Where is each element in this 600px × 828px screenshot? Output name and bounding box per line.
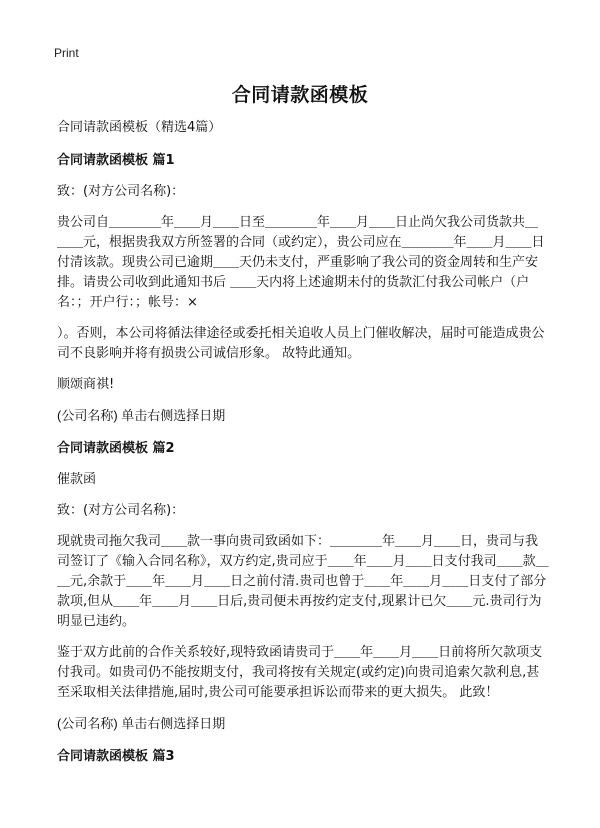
- section-1-body-1: 贵公司自＿＿＿＿年＿＿月＿＿日至＿＿＿＿年＿＿月＿＿日止尚欠我公司货款共＿＿＿元，根据贵我双方所签署的合同（或约定），贵公司应在＿＿＿＿年＿＿月＿＿日付清该款。现贵公司已逾期＿＿天仍未支付，严重影响了我公司的资金周转和生产安排。请贵公司收到此通知书后 ＿＿天内将上述逾期未付的货款汇付我公司帐户（户名：；开户行：；帐号：×: [57, 215, 545, 310]
- section-2-greeting: 致：(对方公司名称)：: [57, 503, 185, 518]
- section-2-signature: (公司名称) 单击右侧选择日期: [57, 716, 226, 731]
- section-1-closing: 顺颂商祺!: [57, 377, 115, 392]
- section-2-heading: 合同请款函模板 篇2: [57, 441, 175, 456]
- intro-line: 合同请款函模板（精选4篇）: [57, 120, 222, 135]
- section-2-subtitle: 催款函: [57, 472, 97, 487]
- print-link[interactable]: Print: [54, 46, 79, 60]
- section-3-heading: 合同请款函模板 篇3: [57, 749, 175, 764]
- page-title: 合同请款函模板: [231, 84, 369, 106]
- section-2-body-2: 鉴于双方此前的合作关系较好,现特致函请贵司于＿＿年＿＿月＿＿日前将所欠款项支付我司。如贵司仍不能按期支付，我司将按有关规定(或约定)向贵司追索欠款利息,甚至采取相关法律措施,届时,贵公司可能要承担诉讼而带来的更大损失。 此致！: [57, 645, 543, 700]
- section-1-body-2: ）。否则，本公司将循法律途径或委托相关追收人员上门催收解决，届时可能造成贵公司不良影响并将有损贵公司诚信形象。 故特此通知。: [57, 326, 545, 361]
- section-2-body-1: 现就贵司拖欠我司＿＿款一事向贵司致函如下：＿＿＿＿年＿＿月＿＿日，贵司与我司签订了《输入合同名称》，双方约定,贵司应于＿＿年＿＿月＿＿日支付我司＿＿款＿＿元,余款于＿＿年＿＿月＿＿日之前付清.贵司也曾于＿＿年＿＿月＿＿日支付了部分款项,但从＿＿年＿＿月＿＿日后,贵司便未再按约定支付,现累计已欠＿＿元.贵司行为明显已违约。: [57, 534, 549, 629]
- section-1-heading: 合同请款函模板 篇1: [57, 153, 175, 168]
- document-content: [57, 118, 549, 767]
- section-1-signature: (公司名称) 单击右侧选择日期: [57, 408, 226, 423]
- section-1-greeting: 致：(对方公司名称)：: [57, 184, 185, 199]
